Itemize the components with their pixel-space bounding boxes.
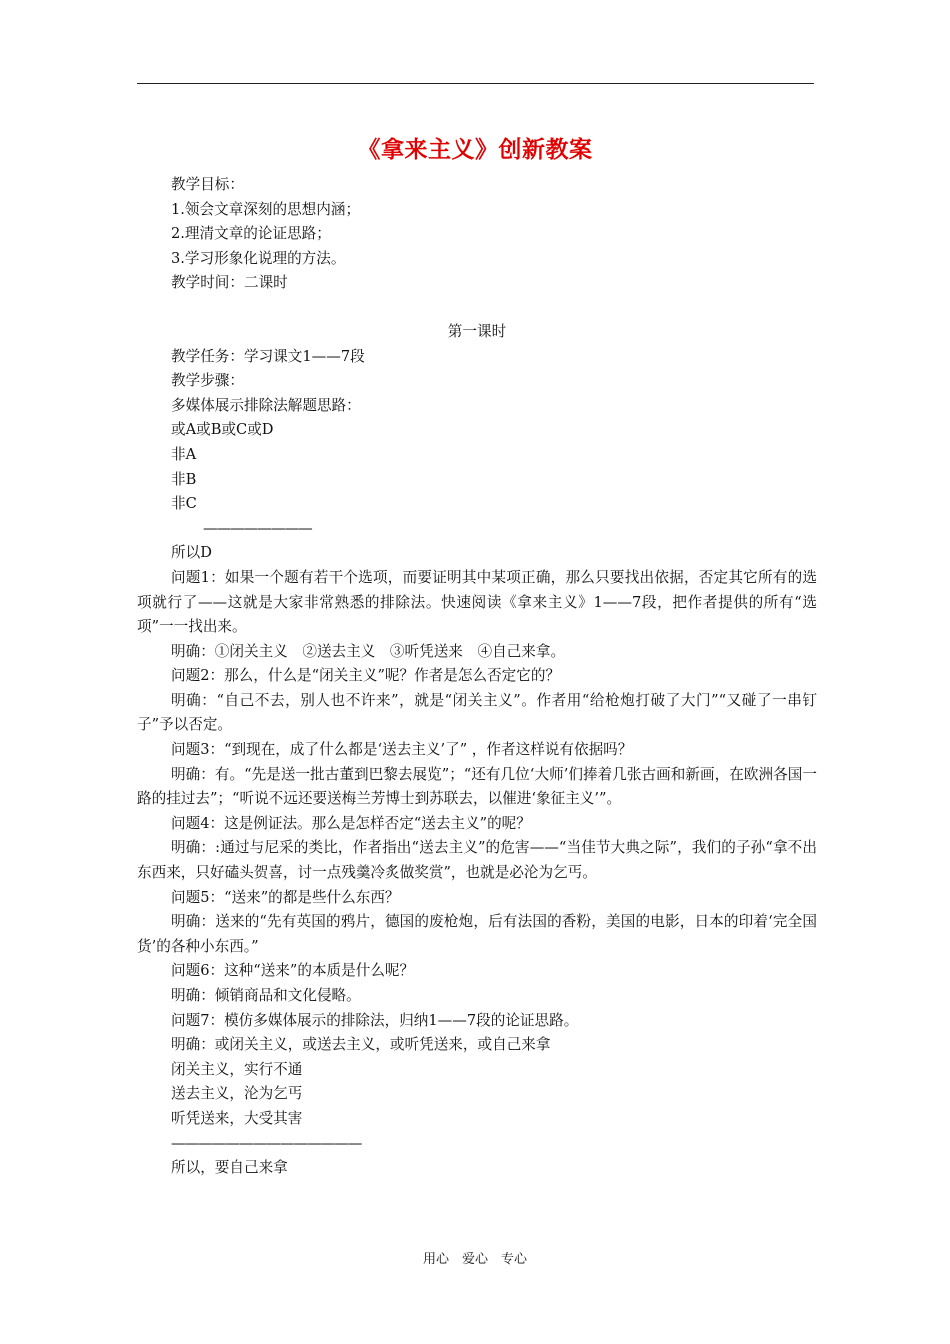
answer-paragraph: 明确：倾销商品和文化侵略。 <box>171 987 361 1004</box>
teaching-time: 教学时间：二课时 <box>171 274 288 292</box>
question-paragraph: 问题5：“送来”的都是些什么东西？ <box>171 888 400 906</box>
question-paragraph: 问题2：那么，什么是“闭关主义”呢？作者是怎么否定它的？ <box>171 667 561 685</box>
answer-paragraph: 明确：有。“先是送一批古董到巴黎去展览”；“还有几位‘大师’们捧着几张古画和新画，在欧洲各国一路的挂过去”；“听说不远还要送梅兰芳博士到苏联去，以催进‘象征主义’”。 <box>137 765 817 808</box>
method-conclusion: 所以D <box>171 544 212 562</box>
question-paragraph: 问题4：这是例证法。那么是怎样否定“送去主义”的呢？ <box>171 814 531 832</box>
method-line: 或A或B或C或D <box>171 421 274 439</box>
objective-item: 2.理清文章的论证思路； <box>171 225 331 243</box>
summary-line: 闭关主义，实行不通 <box>171 1060 303 1078</box>
page-footer: 用心 爱心 专心 <box>422 1252 527 1267</box>
answer-paragraph: 明确：①闭关主义 ②送去主义 ③听凭送来 ④自己来拿。 <box>171 642 566 660</box>
answer-paragraph: 明确：“自己不去，别人也不许来”，就是“闭关主义”。作者用“给枪炮打破了大门”“又碰了一串钉子”予以否定。 <box>137 691 817 734</box>
method-intro: 多媒体展示排除法解题思路： <box>171 396 361 414</box>
objectives-heading: 教学目标： <box>171 176 244 193</box>
question-paragraph: 问题7：模仿多媒体展示的排除法，归纳1——7段的论证思路。 <box>171 1011 579 1029</box>
teaching-steps: 教学步骤： <box>171 372 244 390</box>
answer-paragraph: 明确：或闭关主义，或送去主义，或听凭送来，或自己来拿 <box>171 1036 551 1054</box>
document-title: 《拿来主义》创新教案 <box>357 137 593 163</box>
question-paragraph: 问题3：“到现在，成了什么都是‘送去主义’了” ，作者这样说有依据吗？ <box>171 741 633 759</box>
method-line: 非A <box>171 445 197 463</box>
objective-item: 1.领会文章深刻的思想内涵； <box>171 200 361 218</box>
summary-line: 送去主义，沦为乞丐 <box>171 1085 303 1103</box>
teaching-task: 教学任务：学习课文1——7段 <box>171 347 365 365</box>
header-rule <box>137 83 814 84</box>
question-paragraph: 问题1：如果一个题有若干个选项，而要证明其中某项正确，那么只要找出依据，否定其它所有的选项就行了——这就是大家非常熟悉的排除法。快速阅读《拿来主义》1——7段，把作者提供的所有“选项”一一找出来。 <box>137 568 817 636</box>
method-line: 非B <box>171 470 197 488</box>
answer-paragraph: 明确：:通过与尼采的类比，作者指出“送去主义”的危害——“当佳节大典之际”，我们的子孙“拿不出东西来，只好磕头贺喜，讨一点残羹冷炙做奖赏”，也就是必沦为乞丐。 <box>137 839 817 882</box>
document-body <box>137 173 817 1181</box>
summary-conclusion: 所以，要自己来拿 <box>171 1159 288 1177</box>
answer-paragraph: 明确：送来的“先有英国的鸦片，德国的废枪炮，后有法国的香粉，美国的电影，日本的印着‘完全国货’的各种小东西。” <box>137 913 817 955</box>
objective-item: 3.学习形象化说理的方法。 <box>171 249 346 267</box>
divider-long: —————————————— <box>171 1134 362 1152</box>
summary-line: 听凭送来，大受其害 <box>171 1109 303 1127</box>
method-line: 非C <box>171 495 197 513</box>
divider-short: ———————— <box>203 519 312 537</box>
lesson-heading: 第一课时 <box>447 322 507 340</box>
question-paragraph: 问题6：这种“送来”的本质是什么呢？ <box>171 962 415 980</box>
